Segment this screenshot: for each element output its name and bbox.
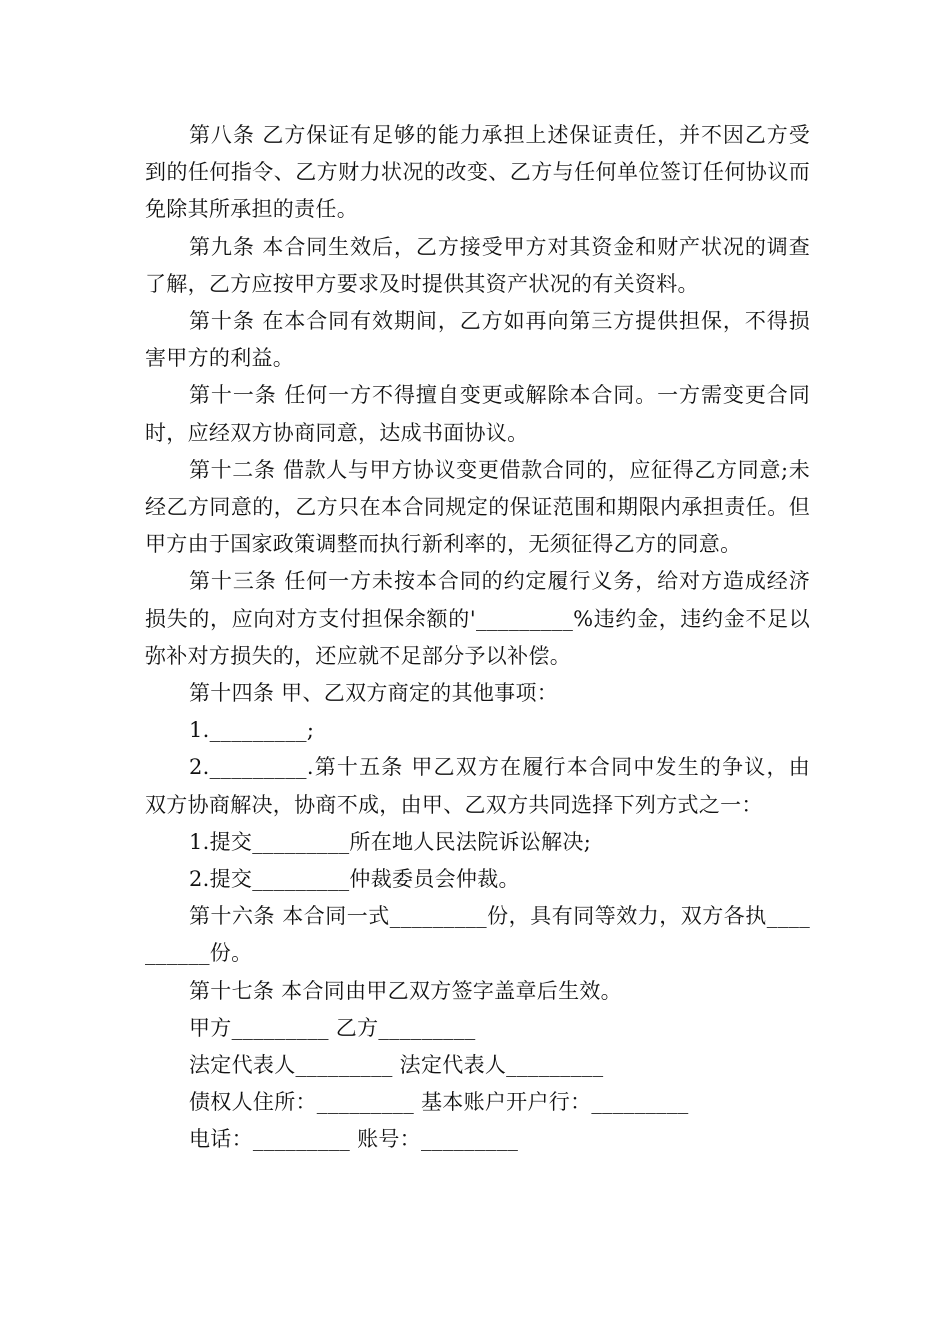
signature-representative-line: 法定代表人_________ 法定代表人_________ [189, 1053, 604, 1078]
dispute-option-2: 2.提交_________仲裁委员会仲裁。 [189, 867, 520, 892]
article-9-paragraph: 第九条 本合同生效后，乙方接受甲方对其资金和财产状况的调查了解，乙方应按甲方要求及时提供其资产状况的有关资料。 [145, 234, 810, 296]
article-16-paragraph: 第十六条 本合同一式_________份，具有同等效力，双方各执__________份。 [145, 904, 810, 966]
article-13-paragraph: 第十三条 任何一方未按本合同的约定履行义务，给对方造成经济损失的，应向对方支付担保余额的'_________%违约金，违约金不足以弥补对方损失的，还应就不足部分予以补偿。 [145, 569, 810, 668]
signature-phone-line: 电话：_________ 账号：_________ [189, 1127, 519, 1152]
article-17-paragraph: 第十七条 本合同由甲乙双方签字盖章后生效。 [189, 978, 622, 1003]
article-14-paragraph: 第十四条 甲、乙双方商定的其他事项： [189, 681, 559, 706]
article-15-paragraph: 2._________.第十五条 甲乙双方在履行本合同中发生的争议，由双方协商解决，协商不成，由甲、乙双方共同选择下列方式之一： [145, 755, 810, 817]
document-body [145, 117, 810, 1159]
article-8-paragraph: 第八条 乙方保证有足够的能力承担上述保证责任，并不因乙方受到的任何指令、乙方财力状况的改变、乙方与任何单位签订任何协议而免除其所承担的责任。 [145, 123, 810, 222]
dispute-option-1: 1.提交_________所在地人民法院诉讼解决; [189, 829, 592, 854]
article-11-paragraph: 第十一条 任何一方不得擅自变更或解除本合同。一方需变更合同时，应经双方协商同意，达成书面协议。 [145, 383, 810, 445]
signature-party-line: 甲方_________ 乙方_________ [189, 1015, 476, 1040]
signature-address-line: 债权人住所：_________ 基本账户开户行：_________ [189, 1090, 689, 1115]
other-matter-1: 1._________; [189, 718, 315, 743]
article-12-paragraph: 第十二条 借款人与甲方协议变更借款合同的，应征得乙方同意;未经乙方同意的，乙方只在本合同规定的保证范围和期限内承担责任。但甲方由于国家政策调整而执行新利率的，无须征得乙方的同意。 [145, 457, 810, 557]
article-10-paragraph: 第十条 在本合同有效期间，乙方如再向第三方提供担保，不得损害甲方的利益。 [145, 309, 810, 371]
